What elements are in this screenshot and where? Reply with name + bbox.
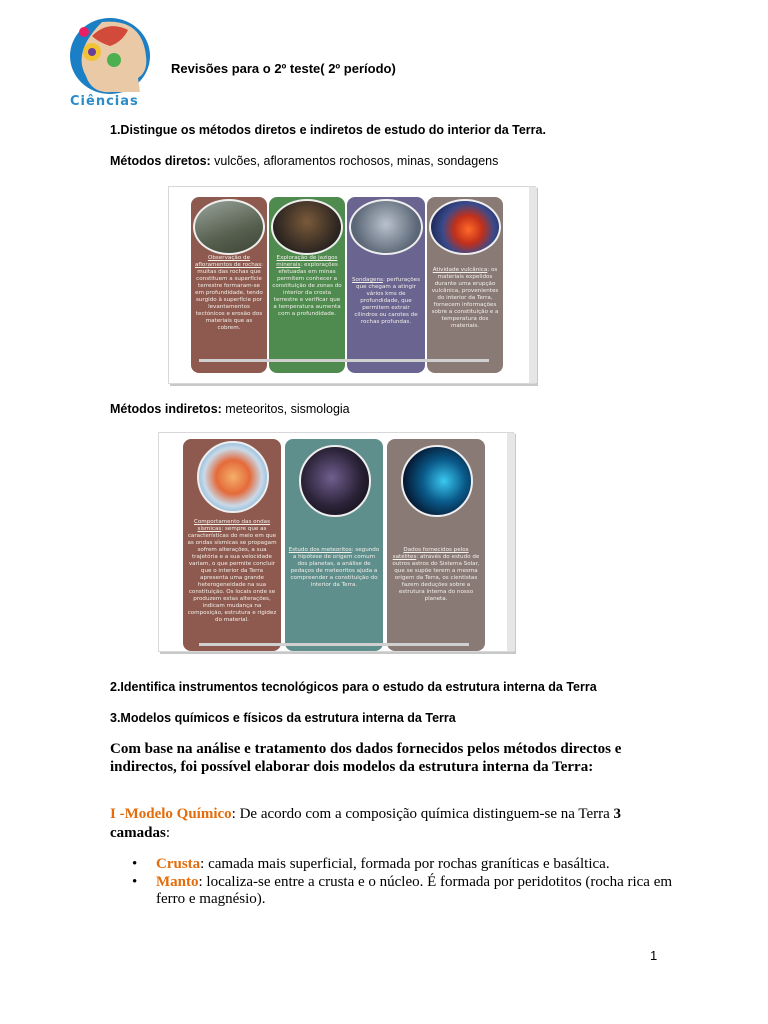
satellite-field-photo — [401, 445, 473, 517]
direct-methods-line — [110, 154, 498, 168]
layer-unit: camadas — [110, 825, 166, 841]
earth-section-photo — [197, 441, 269, 513]
chemical-model-label: I -Modelo Químico — [110, 806, 232, 822]
layers-list — [110, 856, 696, 908]
layer-term: Manto — [156, 874, 199, 890]
layer-count: 3 — [613, 806, 622, 822]
indirect-column-seismic — [183, 439, 281, 651]
direct-column-4-text: Atividade vulcânica: os materiais expelidos durante uma erupção vulcânica, provenientes do interior da Terra, fornecem informações sobre a constituição e a temperatura dos materiais. — [431, 267, 499, 329]
list-item — [132, 874, 696, 908]
direct-column-drilling — [347, 197, 425, 373]
page-title: Revisões para o 2º teste( 2º período) — [171, 61, 396, 76]
indirect-column-meteorites — [285, 439, 383, 651]
drilling-photo — [349, 199, 423, 255]
question-1-title: 1.Distingue os métodos diretos e indiretos de estudo do interior da Terra. — [110, 123, 546, 137]
indirect-column-satellites — [387, 439, 485, 651]
direct-column-volcanic — [427, 197, 503, 373]
question-3-title: 3.Modelos químicos e físicos da estrutura interna da Terra — [110, 711, 456, 725]
figure-1-arrow — [199, 359, 489, 362]
indirect-column-1-text: Comportamento das ondas sísmicas: sempre que as características do meio em que as ondas sísmicas se propagam sofrem alterações, a sua trajetória e a sua velocidade variam, o que permite concluir que o interior da Terra apresenta uma grande heterogeneidade na sua constituição. Os locais onde se produzem estas alterações, indicam mudança na composição, estrutura e rigidez do material. — [187, 519, 277, 623]
page-number: 1 — [650, 948, 658, 963]
layer-unit-colon: : — [165, 825, 171, 841]
chemical-model-text: : De acordo com a composição química distinguem-se na Terra — [231, 806, 614, 822]
direct-column-2-text: Exploração de jazigos minerais: explorações efetuadas em minas permitem conhecer a constituição de zonas do interior da crosta terrestre e verificar que a temperatura aumenta com a profundidade. — [272, 255, 342, 317]
direct-methods-label: Métodos diretos: — [110, 154, 211, 168]
direct-column-mines — [269, 197, 345, 373]
bullet-icon: • — [132, 874, 138, 890]
question-2-title: 2.Identifica instrumentos tecnológicos para o estudo da estrutura interna da Terra — [110, 680, 597, 694]
chemical-model-paragraph — [110, 805, 650, 843]
models-intro-paragraph: Com base na análise e tratamento dos dados fornecidos pelos métodos directos e indirectos, foi possível elaborar dois modelos da estrutura interna da Terra: — [110, 741, 622, 775]
indirect-column-2-text: Estudo dos meteoritos: segundo a hipótese de origem comum dos planetas, a análise de pedaços de meteoritos ajuda a compreender a constituição do interior da Terra. — [288, 547, 380, 588]
layer-term: Crusta — [156, 856, 201, 872]
figure-1-scrollbar — [529, 187, 537, 383]
direct-column-1-text: Observação de afloramentos de rochas: muitas das rochas que constituem a superfície terrestre formaram-se em profundidade, tendo surgido à superfície por levantamentos tectónicos e erosão dos materiais que as cobrem. — [194, 255, 264, 331]
outcrop-photo — [193, 199, 265, 255]
indirect-methods-line — [110, 402, 350, 416]
indirect-methods-items: meteoritos, sismologia — [221, 402, 350, 416]
direct-column-3-text: Sondagens: perfurações que chegam a atingir vários kms de profundidade, que permitem extrair cilindros ou carotes de rochas profundas. — [351, 277, 420, 325]
direct-methods-items: vulcões, afloramentos rochosos, minas, sondagens — [210, 154, 499, 168]
figure-2-arrow — [199, 643, 469, 646]
meteorite-photo — [299, 445, 371, 517]
logo-text: Ciências — [70, 94, 139, 109]
volcano-photo — [429, 199, 501, 255]
indirect-methods-figure — [158, 432, 514, 652]
indirect-methods-label: Métodos indiretos: — [110, 402, 222, 416]
layer-description: : camada mais superficial, formada por rochas graníticas e basáltica. — [200, 856, 610, 872]
direct-column-outcrops — [191, 197, 267, 373]
figure-2-scrollbar — [507, 433, 515, 651]
list-item — [132, 856, 696, 873]
indirect-column-3-text: Dados fornecidos pelos satélites: através do estudo de outros astros do Sistema Solar, que se supõe terem a mesma origem da Terra, os cientistas fazem deduções sobre a estrutura interna do nosso planeta. — [392, 547, 480, 602]
layer-description: : localiza-se entre a crusta e o núcleo. É formada por peridotitos (rocha rica em ferro e magnésio). — [156, 874, 673, 907]
bullet-icon: • — [132, 856, 138, 872]
direct-methods-figure — [168, 186, 536, 384]
mine-photo — [271, 199, 343, 255]
